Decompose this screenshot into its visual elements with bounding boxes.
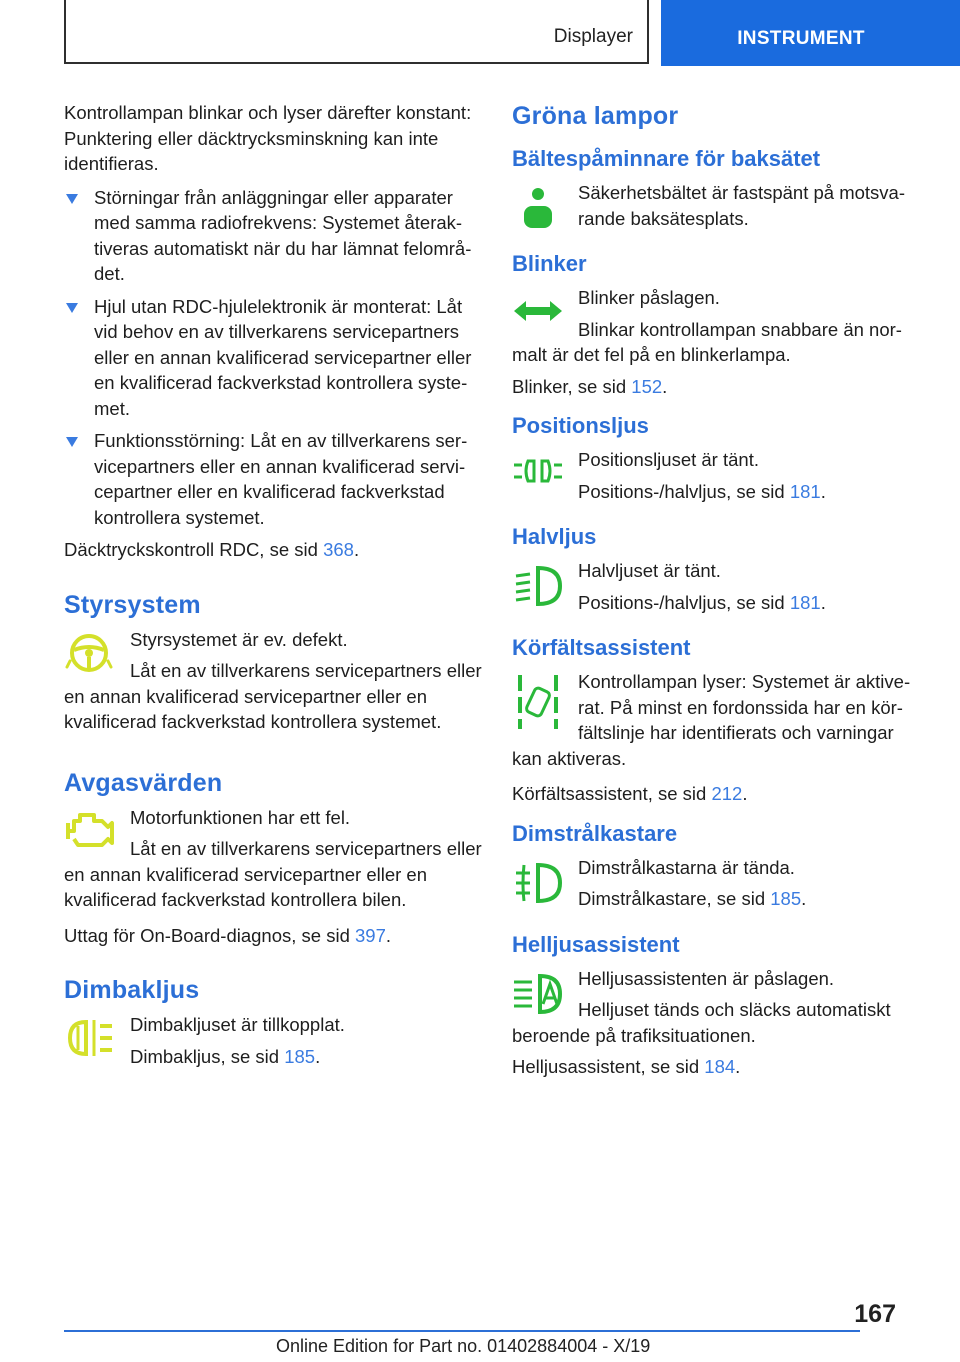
high-beam-assist-icon [512,966,578,1022]
emission-section [64,805,482,923]
turn-signal-arrows-icon [512,285,578,341]
list-item: Funktionsstörning: Låt en av tillverkarens servicepartners eller en annan kvalificerad servicepartner eller en kvalificerad fackverkstad kontrollera systemet. [64,428,482,530]
section-tab [64,0,649,64]
parking-light-icon [512,447,578,503]
page-link[interactable]: 185 [770,888,802,909]
cause-list [64,185,482,531]
low-beam-icon [512,558,578,614]
blinker-section [512,285,922,374]
emission-line-2: Låt en av tillverkarens servicepartners eller en annan kvalificerad servicepartner eller en kvalificerad fackverkstad kontrollera bilen. [64,838,482,910]
section-heading-position: Positionsljus [512,413,649,438]
rear-fog-light-icon [64,1012,130,1068]
belt-line-1: Säkerhetsbältet är fastspänt på motsvarande baksätesplats. [578,182,906,229]
high-beam-line-1: Helljusassistenten är påslagen. [578,967,835,989]
reference-text: Helljusassistent, se sid [512,1056,705,1077]
lane-reference: Körfältsassistent, se sid 212. [512,783,748,804]
reference-text: Dimstrålkastare, se sid [578,888,771,909]
rear-seatbelt-icon [512,180,578,236]
low-beam-reference: Positions-/halvljus, se sid 181. [578,591,826,613]
reference-text: Positions-/halvljus, se sid [578,480,790,502]
high-beam-section [512,966,922,1055]
blinker-line-2: Blinkar kontrollampan snabbare än normalt är det fel på en blinkerlampa. [512,318,902,365]
front-fog-reference: Dimstrålkastare, se sid 185. [578,888,807,909]
high-beam-reference: Helljusassistent, se sid 184. [512,1056,741,1077]
section-heading-low-beam: Halvljus [512,524,597,549]
steering-section [64,627,482,741]
engine-check-icon [64,805,130,861]
left-column [64,100,482,1075]
section-heading-belt: Bältespåminnare för baksätet [512,146,821,171]
section-heading-rear-fog: Dimbakljus [64,976,200,1004]
steering-line-1: Styrsystemet är ev. defekt. [130,628,348,650]
page-link[interactable]: 397 [355,924,386,946]
list-item: Störningar från anläggningar eller apparater med samma radiofrekvens: Systemet återaktiveras automatiskt när du har lämnat felområdet. [64,185,482,287]
low-beam-section [512,558,922,621]
section-heading-emission: Avgasvärden [64,768,223,797]
front-fog-section [512,855,922,918]
page-link[interactable]: 212 [711,783,743,804]
reference-text: Positions-/halvljus, se sid [578,591,790,613]
page-number: 167 [854,1300,896,1328]
page-link[interactable]: 368 [323,539,354,560]
steering-warning-icon [64,627,130,683]
lane-section [512,669,922,781]
high-beam-line-2: Helljuset tänds och släcks automatiskt beroende på trafiksituationen. [512,999,891,1046]
lane-line-1: Kontrollampan lyser: Systemet är aktiverat. På minst en fordonssida har en körfältslinje har identifierats och varningar kan aktiveras. [512,671,911,769]
section-heading-steering: Styrsystem [64,590,201,619]
reference-text: Blinker, se sid [512,375,632,397]
blinker-line-1: Blinker påslagen. [578,287,720,308]
position-section [512,447,922,510]
reference-text: Uttag för On-Board-diagnos, se sid [64,924,356,946]
lane-assist-icon [512,669,578,725]
position-line-1: Positionsljuset är tänt. [578,449,759,470]
page-link[interactable]: 185 [284,1045,316,1067]
intro-paragraph: Kontrollampan blinkar och lyser därefter konstant: Punktering eller däcktrycksminskning kan inte identifieras. [64,102,472,174]
reference-text: Dimbakljus, se sid [130,1045,285,1067]
chapter-tab-label: INSTRUMENT [737,28,865,49]
rear-fog-reference: Dimbakljus, se sid 185. [130,1045,321,1067]
section-heading-high-beam: Helljusassistent [512,931,680,957]
section-heading-lane: Körfältsassistent [512,635,691,660]
right-column [512,100,922,1086]
reference-text: Körfältsassistent, se sid [512,783,712,804]
list-item: Hjul utan RDC-hjulelektronik är monterat: Låt vid behov en av tillverkarens servicepartners eller en annan kvalificerad servicepartner eller en kvalificerad fackverkstad kontrollera systemet. [64,294,482,422]
blinker-reference: Blinker, se sid 152. [512,375,668,397]
page-link[interactable]: 152 [631,375,663,397]
emission-line-1: Motorfunktionen har ett fel. [130,806,351,828]
section-heading-front-fog: Dimstrålkastare [512,820,678,846]
obd-reference: Uttag för On-Board-diagnos, se sid 397. [64,924,392,946]
section-heading-blinker: Blinker [512,251,587,276]
green-lamps-heading: Gröna lampor [512,102,679,130]
rear-fog-section [64,1012,482,1075]
page-link[interactable]: 181 [789,480,821,502]
section-tab-label: Displayer [553,26,633,47]
belt-section [512,180,922,237]
edition-footer: Online Edition for Part no. 01402884004 - X/19 [276,1336,651,1356]
steering-line-2: Låt en av tillverkarens servicepartners eller en annan kvalificerad servicepartner eller en kvalificerad fackverkstad kontrollera systemet. [64,660,482,732]
rdc-reference: Däcktryckskontroll RDC, se sid 368. [64,539,360,560]
position-reference: Positions-/halvljus, se sid 181. [578,480,826,502]
rear-fog-line-1: Dimbakljuset är tillkopplat. [130,1014,345,1035]
page-link[interactable]: 181 [789,591,821,613]
low-beam-line-1: Halvljuset är tänt. [578,560,721,581]
front-fog-light-icon [512,855,578,911]
front-fog-line-1: Dimstrålkastarna är tända. [578,856,795,878]
page-link[interactable]: 184 [704,1056,736,1077]
footer-divider [64,1330,860,1332]
chapter-tab [661,0,960,66]
reference-text: Däcktryckskontroll RDC, se sid [64,539,324,560]
